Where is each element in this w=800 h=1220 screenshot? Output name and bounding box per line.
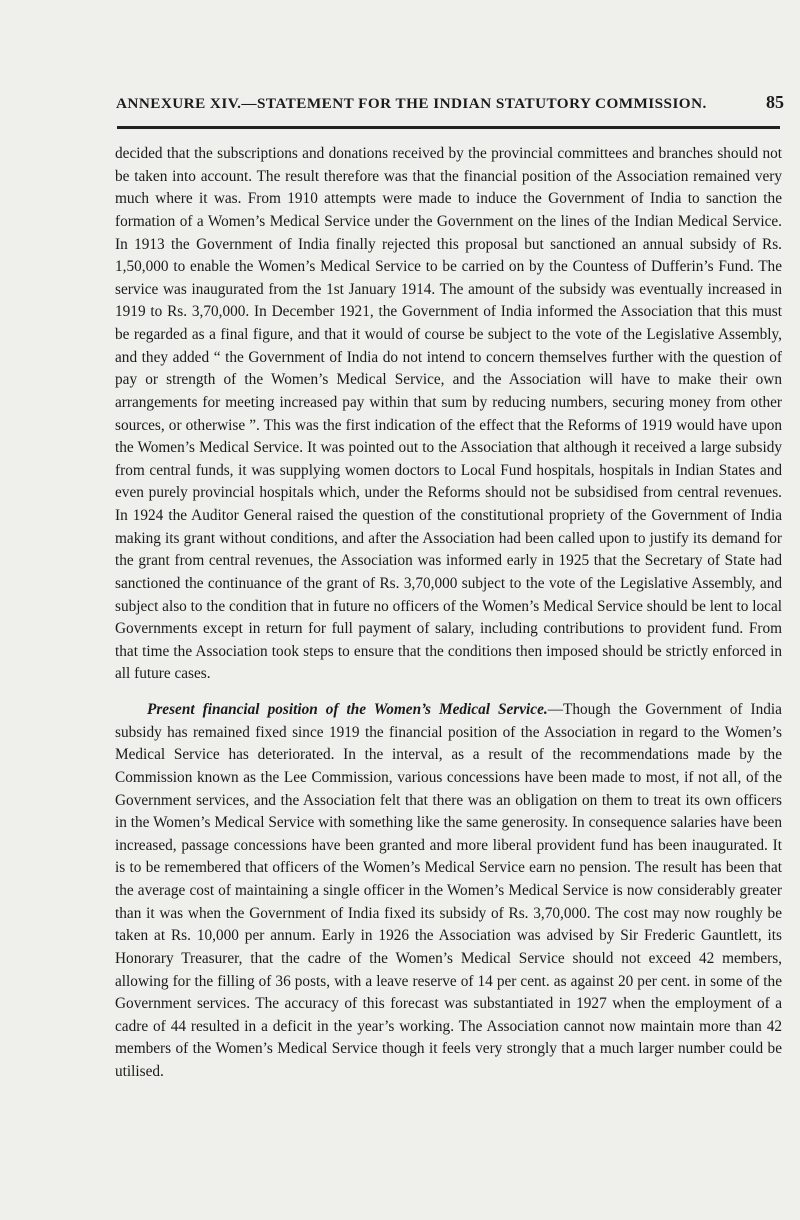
paragraph-heading: Present financial position of the Women’s Medical Service. <box>147 701 548 718</box>
running-title: ANNEXURE XIV.—STATEMENT FOR THE INDIAN STATUTORY COMMISSION. <box>116 95 707 112</box>
paragraph-financial-position <box>115 699 782 1084</box>
header-rule <box>117 126 780 129</box>
paragraph-body: —Though the Government of India subsidy has remained fixed since 1919 the financial position of the Association in regard to the Women’s Medical Service has deteriorated. In the interval, as a result of the recommendations made by the Commission known as the Lee Commission, various concessions have been made to most, if not all, of the Government services, and the Association felt that there was an obligation on them to treat its own officers in the Women’s Medical Service with something like the same generosity. In consequence salaries have been increased, passage concessions have been granted and more liberal provident fund has been inaugurated. It is to be remembered that officers of the Women’s Medical Service earn no pension. The result has been that the average cost of maintaining a single officer in the Women’s Medical Service is now considerably greater than it was when the Government of India fixed its subsidy of Rs. 3,70,000. The cost may now roughly be taken at Rs. 10,000 per annum. Early in 1926 the Association was advised by Sir Frederic Gauntlett, its Honorary Treasurer, that the cadre of the Women’s Medical Service should not exceed 42 members, allowing for the filling of 36 posts, with a leave reserve of 14 per cent. as against 20 per cent. in some of the Government services. The accuracy of this forecast was substantiated in 1927 when the employment of a cadre of 44 resulted in a deficit in the year’s working. The Association cannot now maintain more than 42 members of the Women’s Medical Service though it feels very strongly that a much larger number could be utilised. <box>115 701 782 1080</box>
page-number: 85 <box>766 92 784 112</box>
running-head <box>116 92 784 113</box>
body-text <box>115 143 782 1084</box>
paragraph-continued: decided that the subscriptions and donations received by the provincial committees and branches should not be taken into account. The result therefore was that the financial position of the Association remained very much where it was. From 1910 attempts were made to induce the Government of India to sanction the formation of a Women’s Medical Service under the Government on the lines of the Indian Medical Service. In 1913 the Government of India finally rejected this proposal but sanctioned an annual subsidy of Rs. 1,50,000 to enable the Women’s Medical Service to be carried on by the Countess of Dufferin’s Fund. The service was inaugurated from the 1st January 1914. The amount of the subsidy was eventually increased in 1919 to Rs. 3,70,000. In December 1921, the Government of India informed the Association that this must be regarded as a final figure, and that it would of course be subject to the vote of the Legislative Assembly, and they added “ the Government of India do not intend to concern themselves further with the question of pay or strength of the Women’s Medical Service, and the Association will have to make their own arrangements for meeting increased pay within that sum by reducing numbers, securing money from other sources, or otherwise ”. This was the first indication of the effect that the Reforms of 1919 would have upon the Women’s Medical Service. It was pointed out to the Association that although it received a large subsidy from central funds, it was supplying women doctors to Local Fund hospitals, hospitals in Indian States and even purely provincial hospitals which, under the Reforms should not be subsidised from central revenues. In 1924 the Auditor General raised the question of the constitutional propriety of the Government of India making its grant without conditions, and after the Association had been called upon to justify its demand for the grant from central revenues, the Association was informed early in 1925 that the Secretary of State had sanctioned the continuance of the grant of Rs. 3,70,000 subject to the vote of the Legislative Assembly, and subject also to the condition that in future no officers of the Women’s Medical Service should be lent to local Governments except in return for full payment of salary, including contributions to provident fund. From that time the Association took steps to ensure that the conditions then imposed should be strictly enforced in all future cases. <box>115 145 782 683</box>
